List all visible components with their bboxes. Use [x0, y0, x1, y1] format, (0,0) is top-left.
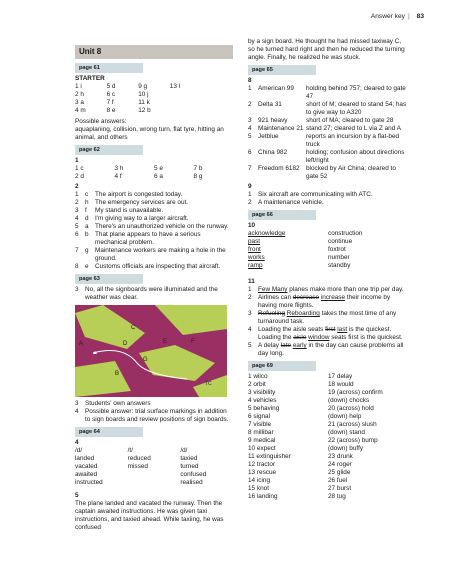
list-item: [248, 133, 408, 149]
table-cell: reduced: [127, 455, 151, 462]
crossword-answers: [248, 373, 408, 501]
page-label-63: page 63: [75, 274, 143, 284]
grid-cell: 13 l: [169, 83, 181, 90]
underlined-word: acknowledge: [248, 230, 286, 237]
header-separator: |: [407, 13, 410, 20]
item-number: 8: [75, 263, 79, 270]
grid-cell: 5 e: [154, 165, 163, 172]
item-number: 2: [248, 199, 252, 206]
item-letter: f: [85, 207, 87, 214]
grid-cell: [170, 99, 202, 107]
pronunciation-table: [75, 447, 233, 487]
item-number: 7: [248, 165, 252, 172]
item-text: Customs officials are inspecting that aircraft.: [95, 263, 221, 270]
answer-cell: 27 burst: [328, 485, 352, 492]
grid-cell: [201, 107, 233, 115]
continued-text: by a sign board. He thought he had missed taxiway C, so he turned hard right and then he reduced the turning angle. Finally, he realized he was stuck.: [248, 38, 405, 61]
item-number: 1: [248, 286, 252, 293]
grid-cell: 7 b: [193, 165, 203, 172]
airport-diagram: [75, 305, 227, 397]
list-item: [248, 286, 408, 294]
item-text: A maintenance vehicle.: [258, 199, 324, 206]
table-cell: landed: [75, 455, 95, 462]
list-item: [75, 207, 233, 215]
word: continue: [328, 238, 353, 245]
exercise-number: 2: [75, 183, 79, 190]
answer-cell: 18 would: [328, 381, 354, 388]
list-item: [248, 85, 408, 101]
table-cell: missed: [127, 463, 148, 470]
item-text: The airport is congested today.: [95, 191, 183, 198]
item-number: 5: [248, 342, 252, 349]
list-item: [75, 215, 233, 223]
answer-cell: (down) buffy: [328, 445, 364, 452]
item-text: Loading the aisle seats: [258, 326, 326, 333]
item-number: 3: [75, 207, 79, 214]
item-number: 5: [75, 223, 79, 230]
page-label-64: page 64: [75, 427, 143, 437]
table-cell: [128, 479, 181, 487]
grid-cell: 6 a: [154, 173, 163, 180]
item-text: The emergency services are out.: [95, 199, 189, 206]
list-item: [248, 191, 408, 199]
item-text: takes the most time of any turnaround task.: [258, 310, 397, 325]
answer-cell: 14 icing: [248, 477, 271, 484]
answer-cell: 4 vehicles: [248, 397, 277, 404]
answer-cell: (down) help: [328, 413, 362, 420]
word-pairs: [248, 230, 408, 270]
grid-cell: 2 h: [75, 91, 84, 98]
item-letter: h: [85, 199, 89, 206]
status: stand 27; cleared to L via Z and A: [306, 125, 401, 132]
answer-cell: 21 (across) slush: [328, 421, 377, 428]
right-column: [248, 38, 408, 501]
exercise-number: 3: [75, 286, 79, 293]
callsign: 921 heavy: [258, 117, 288, 124]
underlined-word: works: [248, 254, 265, 261]
grid-cell: 4 m: [75, 107, 86, 114]
answer-cell: 11 extinguisher: [248, 453, 291, 460]
answer-cell: (down) stand: [328, 429, 365, 436]
list-item: [248, 342, 408, 358]
exercise-number: 1: [75, 157, 79, 164]
page-label-61: page 61: [75, 63, 143, 73]
unit-title: Unit 8: [75, 45, 233, 59]
correction: Few Many: [258, 286, 288, 293]
item-letter: d: [85, 215, 89, 222]
item-number: 4: [75, 215, 79, 222]
item-text: in the day can cause problems all day long.: [258, 342, 404, 357]
diagram-label: B: [115, 371, 120, 377]
answer-cell: 24 roger: [328, 461, 352, 468]
table-cell: [128, 471, 181, 479]
grid-cell: [170, 107, 202, 115]
item-number: 7: [75, 247, 79, 254]
underlined-word: past: [248, 238, 261, 245]
diagram-label: A: [79, 341, 84, 347]
item-number: 2: [75, 199, 79, 206]
exercise-text: The plane landed and vacated the runway. Then the captain awaited instructions. He was given taxi instructions, and taxied ahead. While taxiing, he was confused: [75, 500, 224, 531]
status: reports an incursion by a flat-bed truck: [306, 133, 400, 148]
list-item: [248, 310, 408, 326]
answer-cell: 20 (across) hold: [328, 405, 374, 412]
exercise-text: No, all the signboards were illuminated and the weather was clear.: [85, 286, 218, 301]
grid-cell: 11 k: [138, 99, 150, 106]
grid-cell: 3 h: [114, 165, 124, 172]
table-cell: confused: [180, 471, 207, 478]
table-header: /d/: [180, 447, 188, 454]
item-text: Airlines can: [258, 294, 293, 301]
item-number: 4: [248, 125, 252, 132]
starter-grid: [75, 83, 233, 115]
table-cell: vacated: [75, 463, 98, 470]
item-text: There's an unauthorized vehicle on the runway.: [95, 223, 229, 230]
exercise-number: 8: [248, 77, 252, 84]
item-text: seats first is the quickest.: [329, 334, 403, 341]
table-cell: taxied: [180, 455, 198, 462]
table-header: /d/: [75, 447, 83, 454]
word: standby: [328, 262, 351, 269]
answer-cell: 12 tractor: [248, 461, 275, 468]
callsign: Maintenance 21: [258, 125, 304, 132]
exercise-number: 9: [248, 183, 252, 190]
exercise-number: 3: [75, 400, 79, 407]
diagram-label: TC: [205, 381, 212, 387]
answers-grid: [75, 165, 233, 181]
item-number: 6: [75, 231, 79, 238]
callsign: American 99: [258, 85, 294, 92]
table-cell: awaited: [75, 471, 98, 478]
item-number: 5: [248, 133, 252, 140]
diagram-label: C: [131, 325, 136, 331]
answer-list: [75, 191, 233, 271]
answer-cell: 3 visibility: [248, 389, 276, 396]
exercise-text: Students' own answers: [85, 400, 151, 407]
item-number: 2: [248, 294, 252, 301]
correction: increase: [320, 294, 346, 301]
item-letter: g: [85, 247, 89, 254]
grid-cell: [201, 91, 233, 99]
flight-list: [248, 85, 408, 181]
starter-heading: STARTER: [75, 75, 105, 82]
item-letter: b: [85, 231, 89, 238]
item-text: A delay: [258, 342, 281, 349]
grid-cell: 8 g: [193, 173, 203, 180]
page-number: 83: [416, 13, 424, 20]
struck-word: Refueling: [258, 310, 286, 317]
list-item: [248, 199, 408, 207]
diagram-label: G: [143, 357, 148, 363]
callsign: Freedom 6182: [258, 165, 300, 172]
grid-cell: 5 d: [106, 83, 116, 90]
table-cell: realised: [180, 479, 203, 486]
answer-cell: 1 wilco: [248, 373, 268, 380]
grid-cell: 8 e: [106, 107, 116, 114]
item-number: 3: [248, 117, 252, 124]
answer-cell: 26 fuel: [328, 477, 348, 484]
item-number: 2: [248, 101, 252, 108]
page-header: [371, 13, 424, 21]
table-header: /t/: [127, 447, 133, 454]
page-label-65: page 65: [248, 65, 316, 75]
item-letter: e: [85, 263, 89, 270]
item-number: 6: [248, 149, 252, 156]
struck-word: decrease: [292, 294, 320, 301]
exercise-item: [75, 286, 233, 302]
answer-cell: 6 signal: [248, 413, 271, 420]
answer-cell: 28 tug: [328, 493, 346, 500]
list-item: [75, 199, 233, 207]
exercise-item: [75, 400, 233, 408]
list-item: [248, 149, 408, 165]
grid-cell: 12 b: [138, 107, 151, 114]
diagram-label: E: [163, 339, 168, 345]
struck-word: first: [325, 326, 336, 333]
status: holding; confusion about directions left/right: [306, 149, 405, 164]
left-column: [75, 45, 233, 532]
answer-cell: 8 millibar: [248, 429, 274, 436]
header-title: Answer key: [370, 13, 405, 20]
list-item: [75, 231, 233, 247]
exercise-text: Possible answer: trial surface markings in addition to sign boards and review positions of sign boards.: [85, 408, 229, 423]
answer-cell: 16 landing: [248, 493, 278, 500]
answer-cell: 15 knot: [248, 485, 269, 492]
answer-cell: 22 (across) bump: [328, 437, 378, 444]
underlined-word: front: [248, 246, 261, 253]
status: blocked by Air China; cleared to gate 52: [306, 165, 396, 180]
possible-answers-label: Possible answers:: [75, 118, 127, 125]
table-cell: instructed: [75, 479, 103, 486]
item-letter: a: [85, 223, 89, 230]
grid-cell: 3 a: [75, 99, 84, 106]
page-label-66: page 66: [248, 210, 316, 220]
possible-answers-text: aquaplaning, collision, wrong turn, flat tyre, hitting an animal, and others: [75, 126, 224, 141]
underlined-word: ramp: [248, 262, 263, 269]
list-item: [248, 101, 408, 117]
item-text: is the quickest. Loading the: [258, 326, 392, 341]
grass-area: [139, 345, 215, 381]
grid-cell: 7 f: [106, 99, 114, 106]
list-item: [75, 247, 233, 263]
grid-cell: [170, 91, 202, 99]
item-text: I'm giving way to a larger aircraft.: [95, 215, 189, 222]
list-item: [75, 263, 233, 271]
answer-cell: (down) chocks: [328, 397, 370, 404]
callsign: Jetblue: [258, 133, 279, 140]
item-number: 3: [248, 310, 252, 317]
exercise-number: 4: [75, 439, 79, 446]
answer-cell: 5 behaving: [248, 405, 280, 412]
status: short of M; cleared to stand 54; has to give way to A320: [306, 101, 407, 116]
word: foxtrot: [328, 246, 346, 253]
correction: window: [308, 334, 330, 341]
item-letter: c: [85, 191, 89, 198]
grid-cell: 4 f: [114, 173, 122, 180]
table-cell: turned: [180, 463, 199, 470]
list-item: [248, 125, 408, 133]
grid-cell: [201, 99, 233, 107]
exercise-item: [75, 408, 233, 424]
grass-area: [75, 361, 131, 397]
struck-word: aisle: [293, 334, 307, 341]
answer-cell: 13 rescue: [248, 469, 277, 476]
answer-cell: 10 expect: [248, 445, 276, 452]
grid-cell: [201, 83, 233, 91]
item-text: Six aircraft are communicating with ATC.: [258, 191, 373, 198]
item-text: planes make more than one trip per day.: [287, 286, 404, 293]
item-text: That plane appears to have a serious mechanical problem.: [95, 231, 201, 246]
answer-cell: 9 medical: [248, 437, 276, 444]
list-item: [248, 294, 408, 310]
item-number: 1: [248, 191, 252, 198]
grid-cell: 1 i: [75, 83, 82, 90]
page-label-62: page 62: [75, 145, 143, 155]
word: number: [328, 254, 350, 261]
grid-cell: 2 d: [75, 173, 84, 180]
correction: early: [292, 342, 307, 349]
exercise-number: 4: [75, 408, 79, 415]
diagram-label: F: [191, 339, 195, 345]
grid-cell: 10 j: [138, 91, 149, 98]
answer-cell: 17 delay: [328, 373, 353, 380]
grid-cell: 1 c: [75, 165, 84, 172]
list-item: [75, 223, 233, 231]
answer-cell: 7 visible: [248, 421, 272, 428]
exercise-number: 5: [75, 492, 79, 499]
exercise-number: 10: [248, 222, 256, 229]
list-item: [248, 117, 408, 125]
list-item: [75, 191, 233, 199]
grid-cell: 6 c: [106, 91, 116, 98]
item-text: My stand is unavailable.: [95, 207, 164, 214]
grass-area: [155, 305, 227, 335]
item-number: 1: [75, 191, 79, 198]
word: construction: [328, 230, 363, 237]
callsign: Delta 31: [258, 101, 282, 108]
list-item: [248, 165, 408, 181]
answer-cell: 25 glide: [328, 469, 351, 476]
struck-word: late: [280, 342, 292, 349]
status: holding behind 757; cleared to gate 47: [306, 85, 406, 100]
status: short of MA; cleared to gate 28: [306, 117, 394, 124]
correction: Reboarding: [286, 310, 320, 317]
item-text: Maintenance workers are making a hole in the ground.: [95, 247, 226, 262]
page-label-69: page 69: [248, 361, 316, 371]
item-number: 4: [248, 326, 252, 333]
answer-cell: 23 drunk: [328, 453, 353, 460]
grid-cell: 9 g: [138, 83, 148, 90]
answer-cell: 2 orbit: [248, 381, 266, 388]
answer-cell: 19 (across) confirm: [328, 389, 383, 396]
item-text: their income by having more flights.: [258, 294, 391, 309]
correction: last: [337, 326, 348, 333]
exercise-number: 11: [248, 278, 255, 285]
callsign: China 982: [258, 149, 288, 156]
item-number: 1: [248, 85, 252, 92]
airport-diagram-svg: [75, 305, 227, 397]
list-item: [248, 326, 408, 342]
diagram-label: D: [123, 341, 128, 347]
